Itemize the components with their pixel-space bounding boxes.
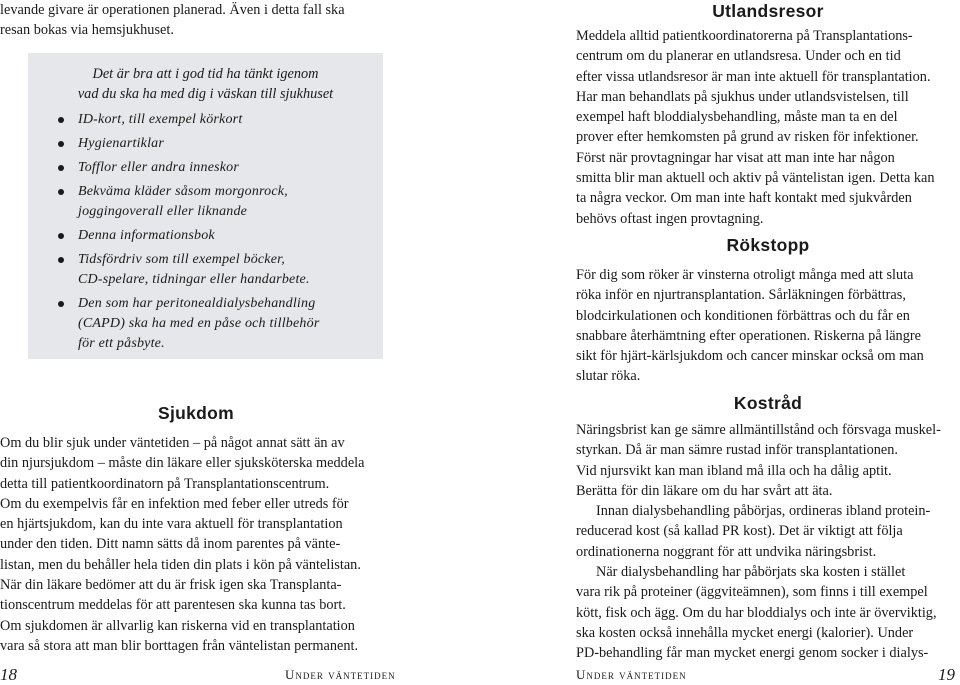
text-line: Berätta för din läkare om du har svårt att äta.: [576, 482, 833, 499]
section-heading: Rökstopp: [726, 235, 810, 255]
list-item: Hygienartiklar: [56, 134, 376, 154]
section-sjukdom: [0, 403, 392, 656]
text-line: reducerad kost (så kallad PR kost). Det är viktigt att följa: [576, 523, 903, 540]
text-line: För dig som röker är vinsterna otroligt många med att sluta: [576, 267, 914, 283]
running-footer-left: Under väntetiden: [285, 667, 396, 682]
text-line: Meddela alltid patientkoordinatorerna på Transplantations-: [576, 28, 913, 44]
text-line: efter vissa utlandsresor är man inte aktuell för transplantation.: [576, 68, 931, 85]
text-line: din njursjukdom – måste din läkare eller sjuksköterska meddela: [0, 455, 365, 472]
packing-checklist-box: [28, 53, 383, 359]
page-number-right: 19: [938, 665, 955, 684]
text-line: Har man behandlats på sjukhus under utlandsvistelsen, till: [576, 88, 909, 105]
section-heading: Utlandsresor: [712, 1, 824, 21]
text-line: När dialysbehandling har påbörjats ska kosten i stället: [596, 564, 906, 581]
text-line: När din läkare bedömer att du är frisk igen ska Transplanta-: [0, 577, 342, 594]
bullet-icon: [58, 233, 64, 239]
text-line: tionscentrum meddelas för att parentesen ska kunna tas bort.: [0, 597, 346, 614]
bullet-icon: [58, 301, 64, 307]
bullet-icon: [58, 141, 64, 147]
text-line: listan, men du behåller hela tiden din plats i kön på väntelistan.: [0, 556, 361, 573]
text-line: kött, fisk och ägg. Om du har bloddialys och inte är överviktig,: [576, 604, 937, 621]
list-item: Tidsfördriv som till exempel böcker, CD-spelare, tidningar eller handarbete.: [56, 250, 376, 290]
section-rokstopp: [576, 235, 960, 387]
text-line: styrkan. Då är man sämre rustad inför transplantationen.: [576, 442, 898, 459]
text-line: smitta blir man aktuell och aktiv på väntelistan igen. Detta kan: [576, 170, 935, 187]
text-line: en hjärtsjukdom, kan du inte vara aktuell för transplantation: [0, 516, 343, 533]
section-heading: Kostråd: [733, 393, 803, 413]
bullet-icon: [58, 117, 64, 123]
text-line: snabbare återhämtning efter operationen. Riskerna på längre: [576, 327, 921, 344]
list-item: Tofflor eller andra inneskor: [56, 158, 376, 178]
text-line: Näringsbrist kan ge sämre allmäntillstånd och försvaga muskel-: [576, 422, 941, 438]
text-line: Om du exempelvis får en infektion med feber eller utreds för: [0, 495, 349, 512]
section-kostrad: [576, 393, 960, 664]
text-line: behövs oftast ingen provtagning.: [576, 210, 764, 227]
text-line: Om du blir sjuk under väntetiden – på något annat sätt än av: [0, 435, 345, 451]
checklist: [56, 110, 376, 358]
page-number-left: 18: [0, 665, 17, 684]
text-line: PD-behandling får man mycket energi genom socker i dialys-: [576, 645, 929, 662]
text-line: centrum om du planerar en utlandsresa. Under och en tid: [576, 48, 901, 65]
list-item: ID-kort, till exempel körkort: [56, 110, 376, 130]
list-item: Denna informationsbok: [56, 226, 376, 246]
list-item: Den som har peritonealdialysbehandling (CAPD) ska ha med en påse och tillbehör för ett påsbyte.: [56, 294, 376, 354]
text-line: röka inför en njurtransplantation. Sårläkningen förbättras,: [576, 287, 906, 304]
checklist-title: Det är bra att i god tid ha tänkt igenom vad du ska ha med dig i väskan till sjukhuset: [77, 66, 334, 102]
text-line: Om sjukdomen är allvarlig kan riskerna vid en transplantation: [0, 617, 355, 634]
bullet-icon: [58, 257, 64, 263]
intro-line: levande givare är operationen planerad. Även i detta fall ska: [0, 2, 345, 18]
intro-line: resan bokas via hemsjukhuset.: [0, 22, 174, 39]
text-line: vara så stora att man blir borttagen från väntelistan permanent.: [0, 637, 359, 654]
text-line: vara rik på proteiner (äggviteämnen), som finns i till exempel: [576, 584, 928, 601]
text-line: Innan dialysbehandling påbörjas, ordineras ibland protein-: [596, 503, 931, 520]
text-line: Först när provtagningar har visat att man inte har någon: [576, 149, 895, 166]
text-line: sikt för hjärt-kärlsjukdom och cancer minskar också om man: [576, 348, 924, 365]
text-line: slutar röka.: [576, 368, 641, 385]
text-line: ta några veckor. Om man inte haft kontakt med sjukvården: [576, 190, 912, 207]
text-line: under den tiden. Ditt namn sätts då inom parentes på vänte-: [0, 536, 341, 553]
text-line: blodcirkulationen och konditionen förbättras och du får en: [576, 307, 910, 324]
section-utlandsresor: [576, 1, 960, 229]
running-footer-right: Under väntetiden: [576, 667, 687, 682]
list-item: Bekväma kläder såsom morgonrock, joggingoverall eller liknande: [56, 182, 376, 222]
bullet-icon: [58, 189, 64, 195]
intro-paragraph: [0, 0, 392, 41]
text-line: exempel haft bloddialysbehandling, måste man ta en del: [576, 109, 898, 126]
text-line: prover efter hemkomsten på grund av risken för infektioner.: [576, 129, 919, 146]
text-line: ordinationerna noggrant för att undvika näringsbrist.: [576, 543, 877, 560]
bullet-icon: [58, 165, 64, 171]
text-line: detta till patientkoordinatorn på Transplantationscentrum.: [0, 475, 330, 492]
text-line: ska kosten också innehålla mycket energi (kalorier). Under: [576, 624, 914, 641]
section-heading: Sjukdom: [158, 403, 234, 423]
text-line: Vid njursvikt kan man ibland må illa och ha dålig aptit.: [576, 462, 892, 479]
